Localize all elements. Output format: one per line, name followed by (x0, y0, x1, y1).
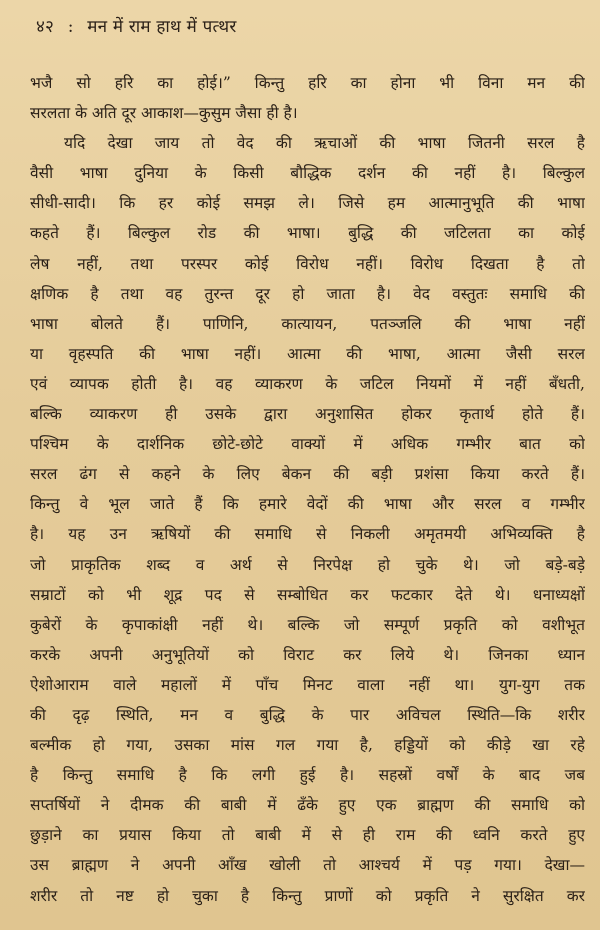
text-line: किन्तु वे भूल जाते हैं कि हमारे वेदों की भाषा और सरल व गम्भीर (30, 495, 585, 514)
text-line: छुड़ाने का प्रयास किया तो बाबी में से ही राम की ध्वनि करते हुए (30, 826, 585, 845)
book-title: मन में राम हाथ में पत्थर (87, 17, 237, 37)
text-line: क्षणिक है तथा वह तुरन्त दूर हो जाता है। वेद वस्तुतः समाधि की (30, 284, 585, 303)
text-line: सीधी-सादी। कि हर कोई समझ ले। जिसे हम आत्मानुभूति की भाषा (30, 194, 585, 213)
text-line: उस ब्राह्मण ने अपनी आँख खोली तो आश्चर्य में पड़ गया। देखा— (30, 856, 585, 875)
header-separator: : (67, 17, 74, 37)
text-line: भजै सो हरि का होई।” किन्तु हरि का होना भी विना मन की (30, 74, 585, 92)
text-line: है। यह उन ऋषियों की समाधि से निकली अमृतमयी अभिव्यक्ति है (30, 525, 585, 544)
text-line: सम्राटों को भी शूद्र पद से सम्बोधित कर फटकार देते थे। धनाध्यक्षों (30, 585, 585, 604)
text-line: वैसी भाषा दुनिया के किसी बौद्धिक दर्शन की नहीं है। बिल्कुल (30, 164, 585, 183)
text-line: की दृढ़ स्थिति, मन व बुद्धि के पार अविचल स्थिति—कि शरीर (30, 705, 585, 724)
text-line: या वृहस्पति की भाषा नहीं। आत्मा की भाषा, आत्मा जैसी सरल (30, 344, 585, 363)
text-line: सरल ढंग से कहने के लिए बेकन की बड़ी प्रशंसा किया करते हैं। (30, 465, 585, 484)
text-line: पश्चिम के दार्शनिक छोटे-छोटे वाक्यों में अधिक गम्भीर बात को (30, 435, 585, 454)
page-number: ४२ (36, 17, 55, 37)
text-line: सप्तर्षियों ने दीमक की बाबी में ढँके हुए एक ब्राह्मण की समाधि को (30, 796, 585, 815)
text-line: शरीर तो नष्ट हो चुका है किन्तु प्राणों को प्रकृति ने सुरक्षित कर (30, 886, 585, 905)
text-line: यदि देखा जाय तो वेद की ऋचाओं की भाषा जितनी सरल है (64, 134, 585, 153)
text-line: करके अपनी अनुभूतियों को विराट कर लिये थे। जिनका ध्यान (30, 645, 585, 664)
text-line: बल्मीक हो गया, उसका मांस गल गया है, हड्डियों को कीड़े खा रहे (30, 736, 585, 755)
running-head (36, 14, 236, 37)
text-line: एवं व्यापक होती है। वह व्याकरण के जटिल नियमों में नहीं बँधती, (30, 374, 585, 393)
text-line: जो प्राकृतिक शब्द व अर्थ से निरपेक्ष हो चुके थे। जो बड़े-बड़े (30, 555, 585, 574)
text-line: ऐशोआराम वाले महालों में पाँच मिनट वाला नहीं था। युग-युग तक (30, 675, 585, 694)
text-line: सरलता के अति दूर आकाश—कुसुम जैसा ही है। (30, 104, 298, 123)
body-text (30, 68, 585, 911)
text-line: कुबेरों के कृपाकांक्षी नहीं थे। बल्कि जो सम्पूर्ण प्रकृति को वशीभूत (30, 615, 585, 634)
text-line: है किन्तु समाधि है कि लगी हुई है। सहस्रों वर्षों के बाद जब (30, 766, 585, 785)
text-line: लेष नहीं, तथा परस्पर कोई विरोध नहीं। विरोध दिखता है तो (30, 254, 585, 273)
text-line: भाषा बोलते हैं। पाणिनि, कात्यायन, पतञ्जलि की भाषा नहीं (30, 314, 585, 333)
text-line: कहते हैं। बिल्कुल रोड की भाषा। बुद्धि की जटिलता का कोई (30, 224, 585, 243)
text-line: बल्कि व्याकरण ही उसके द्वारा अनुशासित होकर कृतार्थ होते हैं। (30, 405, 585, 424)
